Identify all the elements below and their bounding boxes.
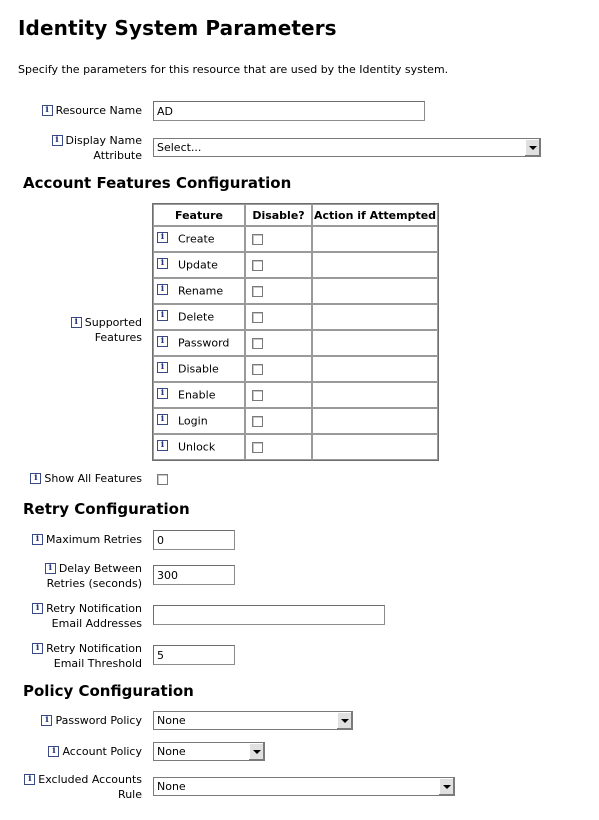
chevron-down-icon[interactable] xyxy=(248,743,264,760)
feature-name: Password xyxy=(178,336,230,350)
info-icon[interactable]: i xyxy=(157,336,168,347)
account-policy-value: None xyxy=(157,745,186,758)
info-icon[interactable]: i xyxy=(41,715,52,726)
retry-email-label-line2: Email Addresses xyxy=(51,617,142,630)
table-row xyxy=(153,278,438,304)
feature-cell xyxy=(153,304,245,330)
excluded-accounts-rule-label-group xyxy=(24,772,142,802)
account-features-heading: Account Features Configuration xyxy=(23,174,292,192)
threshold-label-line2: Email Threshold xyxy=(53,657,142,670)
info-icon[interactable]: i xyxy=(157,232,168,243)
feature-name: Disable xyxy=(178,362,219,376)
action-cell xyxy=(312,356,438,382)
table-row xyxy=(153,330,438,356)
feature-name: Rename xyxy=(178,284,224,298)
disable-checkbox[interactable] xyxy=(252,234,263,245)
retry-email-threshold-label-group xyxy=(32,641,142,671)
info-icon[interactable]: i xyxy=(157,310,168,321)
table-header-row xyxy=(153,204,438,226)
feature-cell xyxy=(153,408,245,434)
info-icon[interactable]: i xyxy=(52,135,63,146)
action-cell xyxy=(312,278,438,304)
column-header-feature: Feature xyxy=(153,204,245,226)
password-policy-label-group xyxy=(41,713,142,728)
info-icon[interactable]: i xyxy=(157,362,168,373)
action-cell xyxy=(312,408,438,434)
info-icon[interactable]: i xyxy=(32,603,43,614)
excluded-accounts-rule-value: None xyxy=(157,780,186,793)
chevron-down-icon[interactable] xyxy=(336,712,352,729)
disable-cell xyxy=(245,226,312,252)
display-name-label-group xyxy=(52,133,143,163)
table-row xyxy=(153,226,438,252)
retry-configuration-heading: Retry Configuration xyxy=(23,500,190,518)
feature-cell xyxy=(153,330,245,356)
display-name-attribute-select[interactable] xyxy=(153,138,541,157)
disable-checkbox[interactable] xyxy=(252,260,263,271)
password-policy-value: None xyxy=(157,714,186,727)
maximum-retries-input[interactable] xyxy=(153,530,235,550)
resource-name-label: Resource Name xyxy=(55,104,142,117)
table-row xyxy=(153,356,438,382)
disable-cell xyxy=(245,278,312,304)
column-header-disable: Disable? xyxy=(245,204,312,226)
disable-checkbox[interactable] xyxy=(252,364,263,375)
table-row xyxy=(153,252,438,278)
disable-checkbox[interactable] xyxy=(252,416,263,427)
table-row xyxy=(153,304,438,330)
display-name-label-line1: Display Name xyxy=(65,134,142,147)
disable-checkbox[interactable] xyxy=(252,338,263,349)
feature-cell xyxy=(153,434,245,460)
excluded-accounts-label-line1: Excluded Accounts xyxy=(38,773,142,786)
action-cell xyxy=(312,226,438,252)
table-row xyxy=(153,408,438,434)
info-icon[interactable]: i xyxy=(48,746,59,757)
action-cell xyxy=(312,434,438,460)
info-icon[interactable]: i xyxy=(157,388,168,399)
feature-cell xyxy=(153,356,245,382)
supported-features-label-line2: Features xyxy=(94,331,142,344)
retry-email-label-line1: Retry Notification xyxy=(46,602,142,615)
info-icon[interactable]: i xyxy=(71,317,82,328)
delay-between-retries-input[interactable] xyxy=(153,565,235,585)
feature-cell xyxy=(153,382,245,408)
password-policy-select[interactable] xyxy=(153,711,353,730)
page-title: Identity System Parameters xyxy=(18,16,337,40)
account-policy-label: Account Policy xyxy=(62,745,142,758)
action-cell xyxy=(312,252,438,278)
policy-configuration-heading: Policy Configuration xyxy=(23,682,194,700)
supported-features-label-line1: Supported xyxy=(84,316,142,329)
page-intro: Specify the parameters for this resource that are used by the Identity system. xyxy=(18,63,449,76)
display-name-attribute-value: Select... xyxy=(157,141,202,154)
info-icon[interactable]: i xyxy=(157,284,168,295)
resource-name-label-group xyxy=(42,103,142,118)
disable-cell xyxy=(245,408,312,434)
info-icon[interactable]: i xyxy=(32,534,43,545)
info-icon[interactable]: i xyxy=(157,258,168,269)
info-icon[interactable]: i xyxy=(157,414,168,425)
delay-label-line1: Delay Between xyxy=(58,562,142,575)
feature-name: Create xyxy=(178,232,215,246)
feature-name: Enable xyxy=(178,388,216,402)
table-row xyxy=(153,434,438,460)
feature-cell xyxy=(153,226,245,252)
feature-cell xyxy=(153,278,245,304)
account-policy-select[interactable] xyxy=(153,742,265,761)
info-icon[interactable]: i xyxy=(30,473,41,484)
excluded-accounts-label-line2: Rule xyxy=(118,788,142,801)
action-cell xyxy=(312,382,438,408)
resource-name-input[interactable] xyxy=(153,101,425,121)
table-row xyxy=(153,382,438,408)
maximum-retries-label-group xyxy=(32,532,142,547)
action-cell xyxy=(312,330,438,356)
retry-email-addresses-label-group xyxy=(32,601,142,631)
disable-cell xyxy=(245,382,312,408)
disable-checkbox[interactable] xyxy=(252,442,263,453)
account-policy-label-group xyxy=(48,744,142,759)
chevron-down-icon[interactable] xyxy=(438,778,454,795)
delay-label-line2: Retries (seconds) xyxy=(46,577,142,590)
retry-email-threshold-input[interactable] xyxy=(153,645,235,665)
disable-cell xyxy=(245,356,312,382)
action-cell xyxy=(312,304,438,330)
feature-name: Update xyxy=(178,258,218,272)
chevron-down-icon[interactable] xyxy=(524,139,540,156)
threshold-label-line1: Retry Notification xyxy=(46,642,142,655)
disable-cell xyxy=(245,252,312,278)
password-policy-label: Password Policy xyxy=(55,714,142,727)
disable-cell xyxy=(245,434,312,460)
info-icon[interactable]: i xyxy=(45,563,56,574)
maximum-retries-label: Maximum Retries xyxy=(45,533,142,546)
show-all-features-checkbox[interactable] xyxy=(157,474,168,485)
delay-between-retries-label-group xyxy=(45,561,142,591)
feature-cell xyxy=(153,252,245,278)
feature-name: Login xyxy=(178,414,208,428)
info-icon[interactable]: i xyxy=(42,105,53,116)
disable-checkbox[interactable] xyxy=(252,312,263,323)
excluded-accounts-rule-select[interactable] xyxy=(153,777,455,796)
info-icon[interactable]: i xyxy=(157,440,168,451)
disable-checkbox[interactable] xyxy=(252,390,263,401)
supported-features-label-group xyxy=(71,315,142,345)
disable-cell xyxy=(245,304,312,330)
info-icon[interactable]: i xyxy=(24,774,35,785)
disable-checkbox[interactable] xyxy=(252,286,263,297)
feature-name: Unlock xyxy=(178,440,216,454)
feature-name: Delete xyxy=(178,310,215,324)
info-icon[interactable]: i xyxy=(32,643,43,654)
show-all-features-label: Show All Features xyxy=(44,472,142,485)
column-header-action: Action if Attempted xyxy=(312,204,438,226)
display-name-label-line2: Attribute xyxy=(93,149,142,162)
show-all-features-label-group xyxy=(30,471,142,486)
supported-features-table xyxy=(152,203,439,461)
disable-cell xyxy=(245,330,312,356)
retry-email-addresses-input[interactable] xyxy=(153,605,385,625)
